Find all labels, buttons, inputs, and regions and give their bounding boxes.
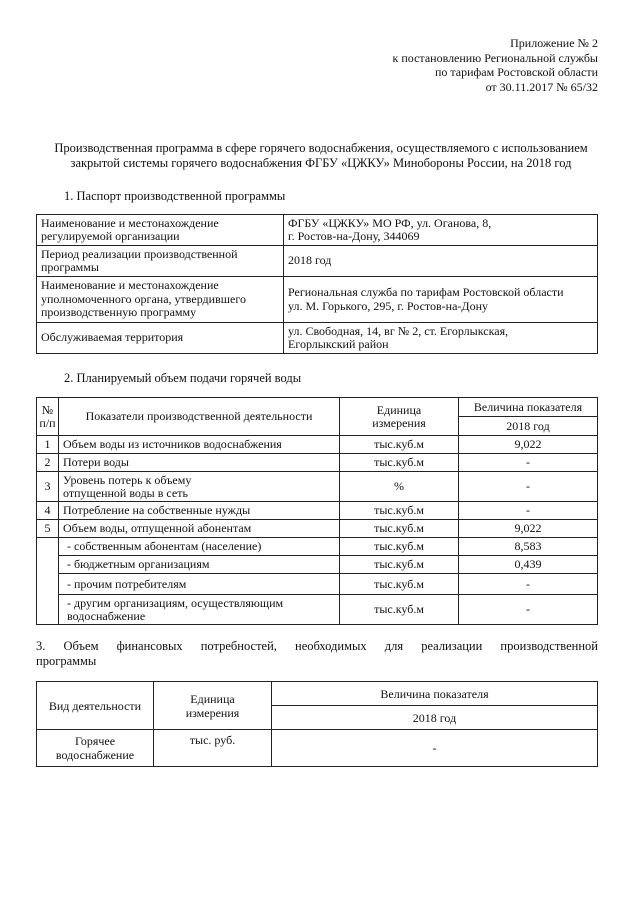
row-value: - <box>459 574 598 595</box>
table-row <box>37 215 598 246</box>
value-line: ФГБУ «ЦЖКУ» МО РФ, ул. Оганова, 8, <box>288 215 492 230</box>
table-row <box>37 323 598 354</box>
table-row <box>37 730 598 767</box>
row-unit: тыс.куб.м <box>340 520 459 538</box>
label-line: Наименование и местонахождение <box>41 215 219 230</box>
appendix-header <box>393 36 598 94</box>
row-indicator <box>59 472 340 502</box>
row-value: 9,022 <box>459 436 598 454</box>
passport-value <box>284 246 598 277</box>
value-line: г. Ростов-на-Дону, 344069 <box>288 229 420 243</box>
header-value: Величина показателя <box>272 682 598 706</box>
table-row <box>37 595 598 625</box>
row-activity <box>37 730 154 767</box>
passport-value <box>284 215 598 246</box>
passport-value <box>284 277 598 323</box>
water-volume-table <box>36 397 598 625</box>
row-num: 1 <box>37 436 59 454</box>
header-value: Величина показателя <box>459 398 598 417</box>
appendix-line: от 30.11.2017 № 65/32 <box>485 79 598 94</box>
table-header-row <box>37 682 598 706</box>
header-line: п/п <box>39 415 56 430</box>
appendix-line: по тарифам Ростовской области <box>434 65 598 79</box>
passport-table <box>36 214 598 354</box>
label-line: Период реализации производственной <box>41 246 238 261</box>
row-unit: тыс.куб.м <box>340 502 459 520</box>
row-num: 5 <box>37 520 59 538</box>
header-line: Единица <box>190 691 235 706</box>
row-unit: тыс.куб.м <box>340 436 459 454</box>
row-indicator <box>59 595 340 625</box>
indicator-line: отпущенной воды в сеть <box>63 485 188 500</box>
header-unit <box>340 398 459 436</box>
label-line: Наименование и местонахождение <box>41 278 219 293</box>
indicator-line: водоснабжение <box>67 608 146 623</box>
label-line: Обслуживаемая территория <box>41 330 184 345</box>
activity-line: Горячее <box>74 734 116 748</box>
header-num <box>37 398 59 436</box>
title-line: закрытой системы горячего водоснабжения ФГБУ «ЦЖКУ» Минобороны России, на 2018 год <box>70 156 572 170</box>
row-num-empty <box>37 538 59 625</box>
table-row <box>37 538 598 556</box>
table-row <box>37 556 598 574</box>
row-unit: тыс.куб.м <box>340 556 459 574</box>
activity-line: водоснабжение <box>55 748 135 762</box>
passport-value <box>284 323 598 354</box>
table-row <box>37 472 598 502</box>
header-line: № <box>41 402 54 417</box>
row-indicator: - прочим потребителям <box>59 574 340 595</box>
label-line: производственную программу <box>41 305 197 320</box>
row-value: 0,439 <box>459 556 598 574</box>
document-title <box>36 141 606 171</box>
indicator-line: Уровень потерь к объему <box>63 472 192 487</box>
section2-heading: 2. Планируемый объем подачи горячей воды <box>64 371 302 385</box>
passport-label <box>37 215 284 246</box>
row-indicator: Потребление на собственные нужды <box>59 502 340 520</box>
row-unit: тыс.куб.м <box>340 595 459 625</box>
table-header-row <box>37 398 598 417</box>
passport-label <box>37 277 284 323</box>
header-year: 2018 год <box>459 417 598 436</box>
section1-heading: 1. Паспорт производственной программы <box>64 189 286 203</box>
title-line: Производственная программа в сфере горячего водоснабжения, осуществляемого с использованием <box>54 141 588 155</box>
table-row <box>37 436 598 454</box>
appendix-line: Приложение № 2 <box>510 36 598 50</box>
row-value: 9,022 <box>459 520 598 538</box>
row-indicator: - собственным абонентам (население) <box>59 538 340 556</box>
header-year: 2018 год <box>272 706 598 730</box>
row-unit: % <box>340 472 459 502</box>
row-unit: тыс.куб.м <box>340 574 459 595</box>
table-row <box>37 246 598 277</box>
row-indicator: Объем воды, отпущенной абонентам <box>59 520 340 538</box>
row-value: - <box>459 454 598 472</box>
row-value: - <box>459 595 598 625</box>
label-line: программы <box>41 260 99 274</box>
label-line: уполномоченного органа, утвердившего <box>41 291 246 306</box>
section3-heading: 3. Объем финансовых потребностей, необходимых для реализации производственной программы <box>36 639 598 668</box>
label-line: регулируемой организации <box>41 229 180 243</box>
value-line: Региональная служба по тарифам Ростовской области <box>288 285 564 299</box>
row-indicator: Потери воды <box>59 454 340 472</box>
row-num: 2 <box>37 454 59 472</box>
passport-label <box>37 246 284 277</box>
row-value: 8,583 <box>459 538 598 556</box>
value-line: ул. М. Горького, 295, г. Ростов-на-Дону <box>288 298 488 313</box>
header-unit <box>154 682 272 730</box>
header-indicator: Показатели производственной деятельности <box>59 398 340 436</box>
row-value: - <box>272 730 598 767</box>
finance-table <box>36 681 598 767</box>
row-value: - <box>459 472 598 502</box>
table-row <box>37 574 598 595</box>
row-value: - <box>459 502 598 520</box>
table-row <box>37 277 598 323</box>
row-unit: тыс.куб.м <box>340 454 459 472</box>
header-activity: Вид деятельности <box>37 682 154 730</box>
row-unit: тыс. руб. <box>154 730 272 767</box>
table-row <box>37 454 598 472</box>
indicator-line: - другим организациям, осуществляющим <box>67 595 284 610</box>
header-line: измерения <box>185 705 240 720</box>
table-row <box>37 502 598 520</box>
row-unit: тыс.куб.м <box>340 538 459 556</box>
table-row <box>37 520 598 538</box>
row-num: 4 <box>37 502 59 520</box>
value-line: ул. Свободная, 14, вг № 2, ст. Егорлыкская, <box>288 323 509 338</box>
row-num: 3 <box>37 472 59 502</box>
value-line: 2018 год <box>288 253 332 268</box>
header-line: Единица <box>376 402 422 417</box>
header-line: измерения <box>372 415 426 430</box>
appendix-line: к постановлению Региональной службы <box>392 50 598 65</box>
row-indicator: Объем воды из источников водоснабжения <box>59 436 340 454</box>
row-indicator: - бюджетным организациям <box>59 556 340 574</box>
passport-label <box>37 323 284 354</box>
value-line: Егорлыкский район <box>288 337 389 351</box>
